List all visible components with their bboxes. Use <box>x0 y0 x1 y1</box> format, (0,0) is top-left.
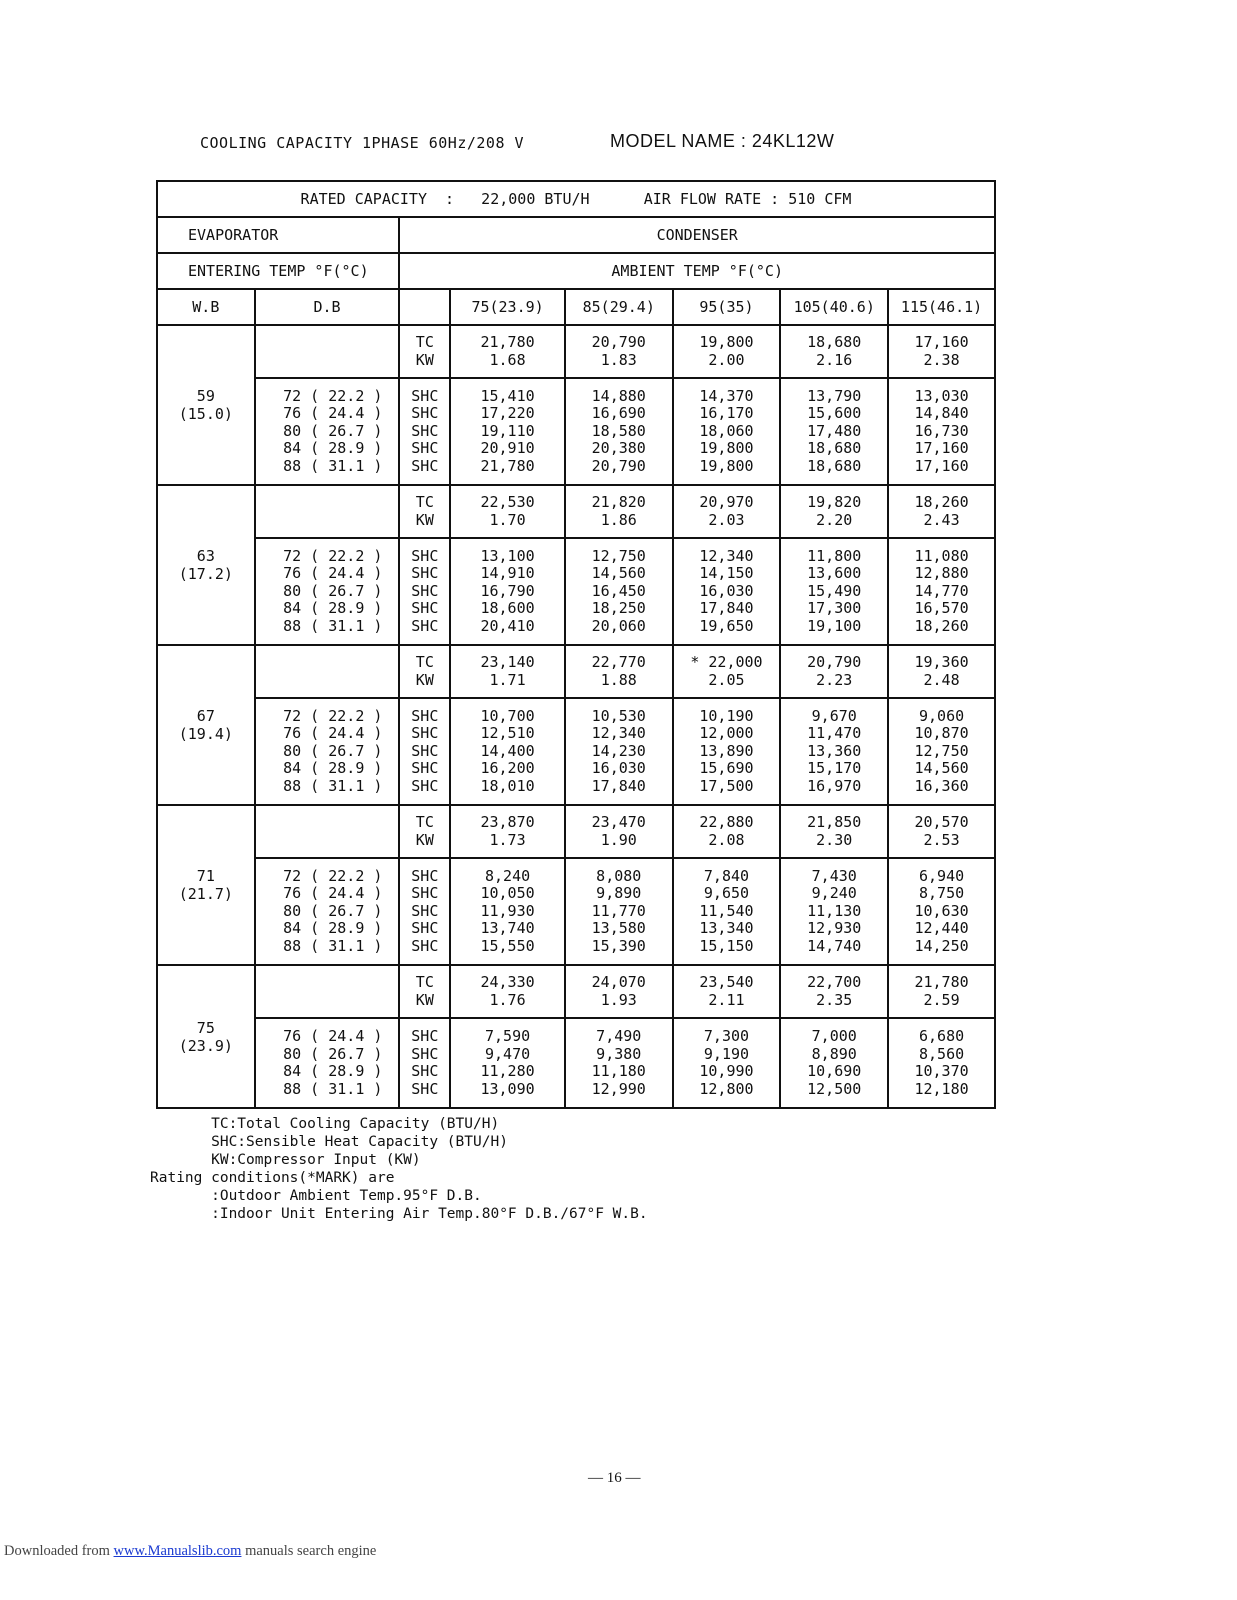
db-values: 72 ( 22.2 ) 76 ( 24.4 ) 80 ( 26.7 ) 84 ( 28.9 ) 88 ( 31.1 ) <box>255 698 400 805</box>
condenser-header: CONDENSER <box>399 217 995 253</box>
tc-kw-value: 19,800 2.00 <box>673 325 781 378</box>
shc-values: 7,840 9,650 11,540 13,340 15,150 <box>673 858 781 965</box>
tc-kw-value: 24,330 1.76 <box>450 965 565 1018</box>
page-header-left: COOLING CAPACITY 1PHASE 60Hz/208 V <box>200 134 525 152</box>
shc-label: SHC SHC SHC SHC <box>399 1018 450 1108</box>
db-empty <box>255 485 400 538</box>
tc-kw-label: TC KW <box>399 805 450 858</box>
shc-values: 10,530 12,340 14,230 16,030 17,840 <box>565 698 673 805</box>
footer-link[interactable]: www.Manualslib.com <box>113 1543 242 1559</box>
tc-kw-value: 19,820 2.20 <box>780 485 888 538</box>
shc-values: 10,700 12,510 14,400 16,200 18,010 <box>450 698 565 805</box>
tc-kw-value: 21,820 1.86 <box>565 485 673 538</box>
shc-values: 15,410 17,220 19,110 20,910 21,780 <box>450 378 565 485</box>
db-values: 72 ( 22.2 ) 76 ( 24.4 ) 80 ( 26.7 ) 84 ( 28.9 ) 88 ( 31.1 ) <box>255 858 400 965</box>
tc-kw-value: 20,790 2.23 <box>780 645 888 698</box>
shc-values: 13,100 14,910 16,790 18,600 20,410 <box>450 538 565 645</box>
shc-values: 12,750 14,560 16,450 18,250 20,060 <box>565 538 673 645</box>
db-values: 76 ( 24.4 ) 80 ( 26.7 ) 84 ( 28.9 ) 88 ( 31.1 ) <box>255 1018 400 1108</box>
wb-value: 75 (23.9) <box>157 965 255 1108</box>
tc-kw-label: TC KW <box>399 645 450 698</box>
ambient-temp-header: AMBIENT TEMP °F(°C) <box>399 253 995 289</box>
db-empty <box>255 805 400 858</box>
footer <box>4 1543 376 1560</box>
label-header <box>399 289 450 325</box>
col-header: 75(23.9) <box>450 289 565 325</box>
shc-values: 6,680 8,560 10,370 12,180 <box>888 1018 995 1108</box>
db-empty <box>255 965 400 1018</box>
db-empty <box>255 645 400 698</box>
db-empty <box>255 325 400 378</box>
tc-kw-value: 21,850 2.30 <box>780 805 888 858</box>
wb-header: W.B <box>157 289 255 325</box>
col-header: 115(46.1) <box>888 289 995 325</box>
shc-label: SHC SHC SHC SHC SHC <box>399 538 450 645</box>
cooling-capacity-table <box>156 180 996 1109</box>
tc-kw-label: TC KW <box>399 325 450 378</box>
tc-kw-value: 20,970 2.03 <box>673 485 781 538</box>
shc-values: 9,670 11,470 13,360 15,170 16,970 <box>780 698 888 805</box>
shc-values: 7,490 9,380 11,180 12,990 <box>565 1018 673 1108</box>
tc-kw-value: 18,680 2.16 <box>780 325 888 378</box>
wb-value: 63 (17.2) <box>157 485 255 645</box>
col-header: 95(35) <box>673 289 781 325</box>
shc-values: 13,030 14,840 16,730 17,160 17,160 <box>888 378 995 485</box>
tc-kw-value: 24,070 1.93 <box>565 965 673 1018</box>
shc-values: 8,240 10,050 11,930 13,740 15,550 <box>450 858 565 965</box>
page-number: — 16 — <box>588 1470 641 1486</box>
shc-values: 7,000 8,890 10,690 12,500 <box>780 1018 888 1108</box>
shc-label: SHC SHC SHC SHC SHC <box>399 858 450 965</box>
notes: TC:Total Cooling Capacity (BTU/H) SHC:Sensible Heat Capacity (BTU/H) KW:Compressor Input (KW) Rating conditions(*MARK) are :Outdoor Ambient Temp.95°F D.B. :Indoor Unit Entering Air Temp.80°F D.B./67°F W.B. <box>150 1116 648 1222</box>
tc-kw-value: 21,780 1.68 <box>450 325 565 378</box>
db-values: 72 ( 22.2 ) 76 ( 24.4 ) 80 ( 26.7 ) 84 ( 28.9 ) 88 ( 31.1 ) <box>255 378 400 485</box>
evaporator-header: EVAPORATOR <box>157 217 399 253</box>
db-header: D.B <box>255 289 400 325</box>
shc-values: 14,880 16,690 18,580 20,380 20,790 <box>565 378 673 485</box>
shc-values: 7,430 9,240 11,130 12,930 14,740 <box>780 858 888 965</box>
tc-kw-value: * 22,000 2.05 <box>673 645 781 698</box>
tc-kw-value: 23,540 2.11 <box>673 965 781 1018</box>
shc-values: 7,300 9,190 10,990 12,800 <box>673 1018 781 1108</box>
shc-label: SHC SHC SHC SHC SHC <box>399 698 450 805</box>
shc-values: 11,080 12,880 14,770 16,570 18,260 <box>888 538 995 645</box>
tc-kw-value: 20,570 2.53 <box>888 805 995 858</box>
shc-label: SHC SHC SHC SHC SHC <box>399 378 450 485</box>
tc-kw-value: 18,260 2.43 <box>888 485 995 538</box>
col-header: 105(40.6) <box>780 289 888 325</box>
tc-kw-value: 22,700 2.35 <box>780 965 888 1018</box>
tc-kw-value: 22,770 1.88 <box>565 645 673 698</box>
footer-suffix: manuals search engine <box>241 1543 377 1559</box>
col-header: 85(29.4) <box>565 289 673 325</box>
shc-values: 12,340 14,150 16,030 17,840 19,650 <box>673 538 781 645</box>
shc-values: 14,370 16,170 18,060 19,800 19,800 <box>673 378 781 485</box>
model-name: MODEL NAME : 24KL12W <box>610 131 835 151</box>
wb-value: 71 (21.7) <box>157 805 255 965</box>
tc-kw-value: 23,140 1.71 <box>450 645 565 698</box>
footer-prefix: Downloaded from <box>4 1543 114 1559</box>
tc-kw-label: TC KW <box>399 965 450 1018</box>
shc-values: 7,590 9,470 11,280 13,090 <box>450 1018 565 1108</box>
tc-kw-value: 22,880 2.08 <box>673 805 781 858</box>
shc-values: 13,790 15,600 17,480 18,680 18,680 <box>780 378 888 485</box>
rated-capacity-row: RATED CAPACITY : 22,000 BTU/H AIR FLOW RATE : 510 CFM <box>157 181 995 217</box>
db-values: 72 ( 22.2 ) 76 ( 24.4 ) 80 ( 26.7 ) 84 ( 28.9 ) 88 ( 31.1 ) <box>255 538 400 645</box>
shc-values: 9,060 10,870 12,750 14,560 16,360 <box>888 698 995 805</box>
tc-kw-value: 20,790 1.83 <box>565 325 673 378</box>
tc-kw-value: 23,870 1.73 <box>450 805 565 858</box>
entering-temp-header: ENTERING TEMP °F(°C) <box>157 253 399 289</box>
wb-value: 59 (15.0) <box>157 325 255 485</box>
shc-values: 8,080 9,890 11,770 13,580 15,390 <box>565 858 673 965</box>
tc-kw-value: 17,160 2.38 <box>888 325 995 378</box>
tc-kw-value: 21,780 2.59 <box>888 965 995 1018</box>
tc-kw-value: 23,470 1.90 <box>565 805 673 858</box>
shc-values: 6,940 8,750 10,630 12,440 14,250 <box>888 858 995 965</box>
wb-value: 67 (19.4) <box>157 645 255 805</box>
tc-kw-value: 19,360 2.48 <box>888 645 995 698</box>
tc-kw-label: TC KW <box>399 485 450 538</box>
shc-values: 11,800 13,600 15,490 17,300 19,100 <box>780 538 888 645</box>
shc-values: 10,190 12,000 13,890 15,690 17,500 <box>673 698 781 805</box>
tc-kw-value: 22,530 1.70 <box>450 485 565 538</box>
